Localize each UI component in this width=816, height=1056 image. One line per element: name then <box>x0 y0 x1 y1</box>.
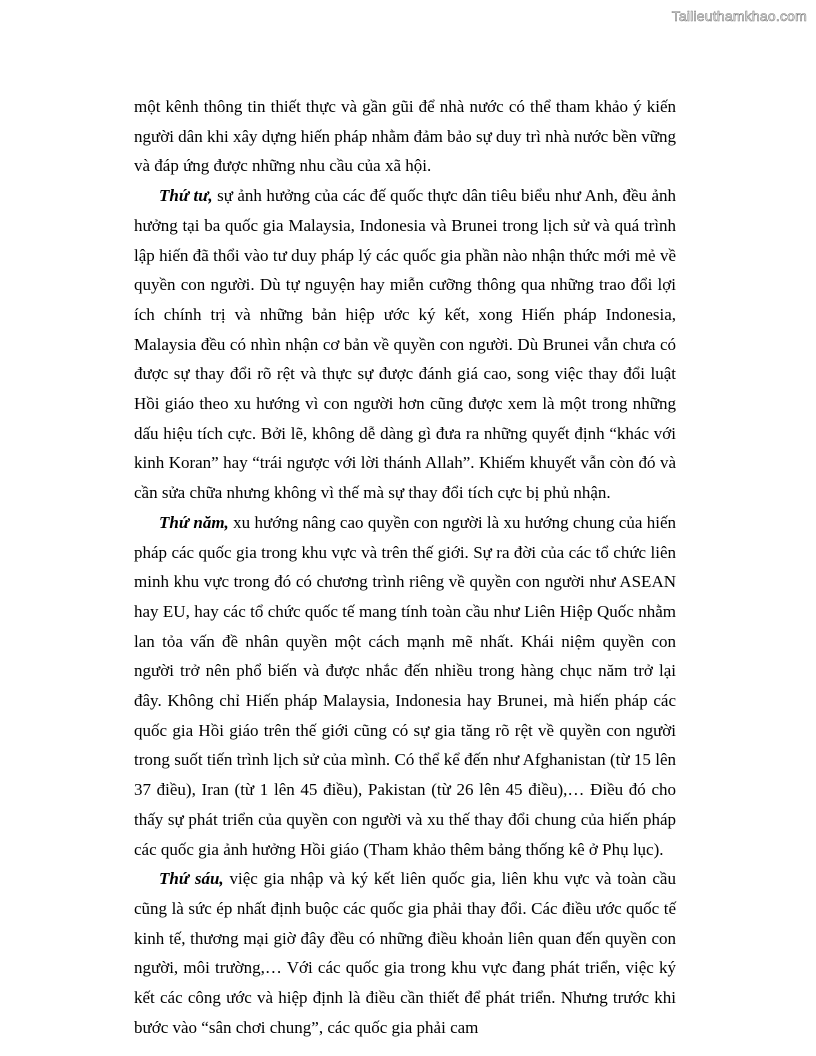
paragraph-lead: Thứ sáu, <box>159 869 224 889</box>
paragraph-continuation <box>134 92 676 181</box>
paragraph-thu-sau <box>134 864 676 1042</box>
watermark-text: Tailieuthamkhao.com <box>671 8 807 24</box>
paragraph-thu-tu <box>134 181 676 508</box>
paragraph-text: xu hướng nâng cao quyền con người là xu hướng chung của hiến pháp các quốc gia trong khu vực và trên thế giới. Sự ra đời của các tổ chức liên minh khu vực trong đó có chương trình riêng về quyền con người như ASEAN hay EU, hay các tổ chức quốc tế mang tính toàn cầu như Liên Hiệp Quốc nhằm lan tỏa vấn đề nhân quyền một cách mạnh mẽ nhất. Khái niệm quyền con người trở nên phổ biến và được nhắc đến nhiều trong hàng chục năm trở lại đây. Không chỉ Hiến pháp Malaysia, Indonesia hay Brunei, mà hiến pháp các quốc gia Hồi giáo trên thế giới cũng có sự gia tăng rõ rệt về quyền con người trong suốt tiến trình lịch sử của mình. Có thể kể đến như Afghanistan (từ 15 lên 37 điều), Iran (từ 1 lên 45 điều), Pakistan (từ 26 lên 45 điều),… Điều đó cho thấy sự phát triển của quyền con người và xu thế thay đổi chung của hiến pháp các quốc gia ảnh hưởng Hồi giáo (Tham khảo thêm bảng thống kê ở Phụ lục). <box>134 512 676 859</box>
paragraph-lead: Thứ tư, <box>159 186 213 206</box>
paragraph-text: một kênh thông tin thiết thực và gần gũi để nhà nước có thể tham khảo ý kiến người dân khi xây dựng hiến pháp nhằm đảm bảo sự duy trì nhà nước bền vững và đáp ứng được những nhu cầu của xã hội. <box>134 97 676 176</box>
paragraph-thu-nam <box>134 508 676 864</box>
document-body <box>134 92 676 1043</box>
paragraph-text: việc gia nhập và ký kết liên quốc gia, liên khu vực và toàn cầu cũng là sức ép nhất định buộc các quốc gia phải thay đổi. Các điều ước quốc tế kinh tế, thương mại giờ đây đều có những điều khoản liên quan đến quyền con người, môi trường,… Với các quốc gia trong khu vực đang phát triển, việc ký kết các công ước và hiệp định là điều cần thiết để phát triển. Nhưng trước khi bước vào “sân chơi chung”, các quốc gia phải cam <box>134 869 676 1037</box>
paragraph-lead: Thứ năm, <box>159 512 229 532</box>
paragraph-text: sự ảnh hưởng của các đế quốc thực dân tiêu biểu như Anh, đều ảnh hưởng tại ba quốc gia Malaysia, Indonesia và Brunei trong lịch sử và quá trình lập hiến đã thổi vào tư duy pháp lý các quốc gia phần nào nhận thức mới mẻ về quyền con người. Dù tự nguyện hay miễn cưỡng thông qua những trao đổi lợi ích chính trị và những bản hiệp ước ký kết, xong Hiến pháp Indonesia, Malaysia đều có nhìn nhận cơ bản về quyền con người. Dù Brunei vẫn chưa có được sự thay đổi rõ rệt và thực sự được đánh giá cao, song việc thay đổi luật Hồi giáo theo xu hướng vì con người hơn cũng được xem là một trong những dấu hiệu tích cực. Bởi lẽ, không dễ dàng gì đưa ra những quyết định “khác với kinh Koran” hay “trái ngược với lời thánh Allah”. Khiếm khuyết vẫn còn đó và cần sửa chữa nhưng không vì thế mà sự thay đổi tích cực bị phủ nhận. <box>134 186 677 503</box>
